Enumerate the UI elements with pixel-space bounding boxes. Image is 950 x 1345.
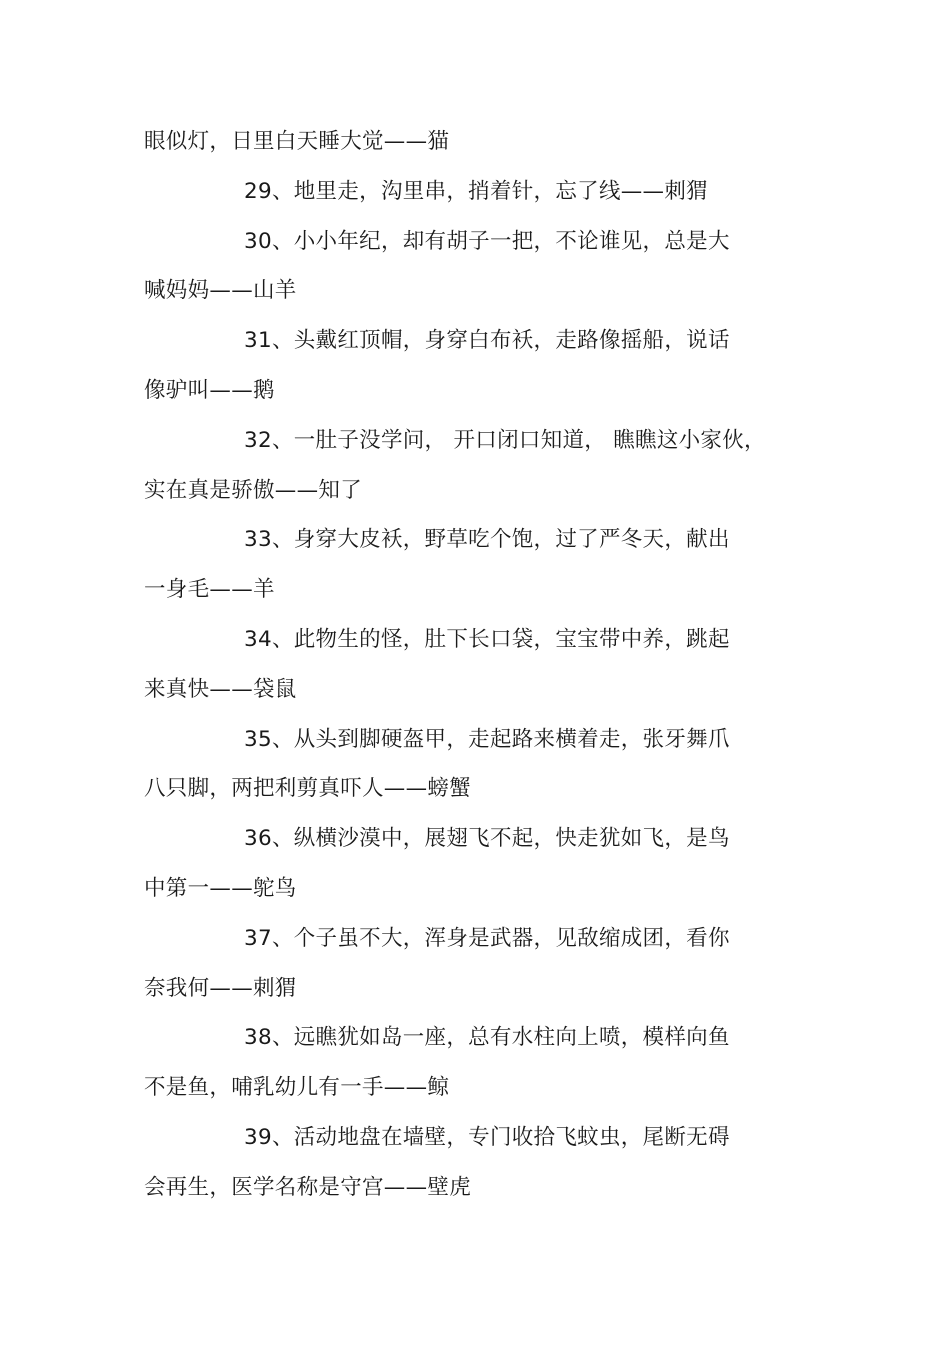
riddle-30: 30、小小年纪，却有胡子一把，不论谁见，总是大	[244, 229, 730, 254]
riddle-33-continuation: 一身毛——羊	[144, 577, 275, 602]
riddle-31: 31、头戴红顶帽，身穿白布袄，走路像摇船，说话	[244, 328, 730, 353]
riddle-36: 36、纵横沙漠中，展翅飞不起，快走犹如飞，是鸟	[244, 826, 730, 851]
riddle-39: 39、活动地盘在墙壁，专门收拾飞蚊虫，尾断无碍	[244, 1125, 730, 1150]
riddle-37-continuation: 奈我何——刺猬	[144, 976, 297, 1001]
riddle-36-continuation: 中第一——鸵鸟	[144, 876, 297, 901]
riddle-34: 34、此物生的怪，肚下长口袋，宝宝带中养，跳起	[244, 627, 730, 652]
riddle-37: 37、个子虽不大，浑身是武器，见敌缩成团，看你	[244, 926, 730, 951]
riddle-32-continuation: 实在真是骄傲——知了	[144, 478, 363, 503]
riddle-29: 29、地里走，沟里串，捎着针，忘了线——刺猬	[244, 179, 708, 204]
riddle-38-continuation: 不是鱼，哺乳幼儿有一手——鲸	[144, 1075, 450, 1100]
riddle-continuation-line: 眼似灯，日里白天睡大觉——猫	[144, 129, 450, 154]
riddle-30-continuation: 喊妈妈——山羊	[144, 278, 297, 303]
riddle-39-continuation: 会再生，医学名称是守宫——壁虎	[144, 1175, 472, 1200]
riddle-38: 38、远瞧犹如岛一座，总有水柱向上喷，模样向鱼	[244, 1025, 730, 1050]
riddle-32: 32、一肚子没学问， 开口闭口知道， 瞧瞧这小家伙，	[244, 428, 766, 453]
riddle-35-continuation: 八只脚，两把利剪真吓人——螃蟹	[144, 776, 472, 801]
riddle-31-continuation: 像驴叫——鹅	[144, 378, 275, 403]
riddle-33: 33、身穿大皮袄，野草吃个饱，过了严冬天，献出	[244, 527, 730, 552]
riddle-34-continuation: 来真快——袋鼠	[144, 677, 297, 702]
riddle-35: 35、从头到脚硬盔甲，走起路来横着走，张牙舞爪	[244, 727, 730, 752]
